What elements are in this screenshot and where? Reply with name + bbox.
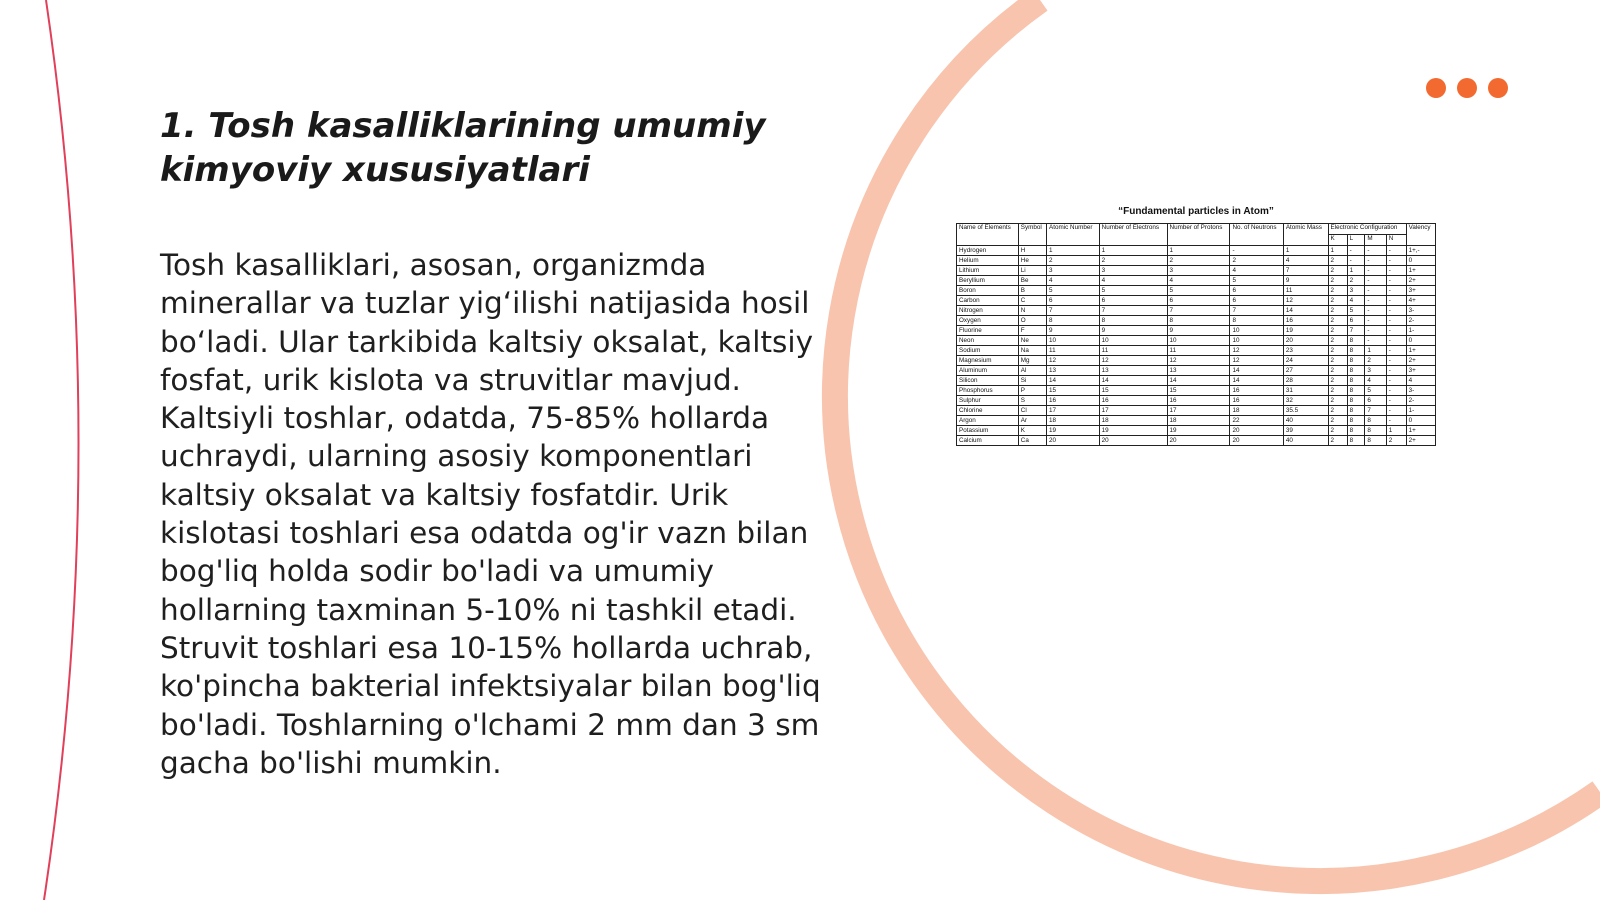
table-cell: - (1386, 336, 1406, 346)
table-cell: 17 (1099, 406, 1167, 416)
table-cell: 9 (1167, 326, 1230, 336)
table-cell: He (1018, 256, 1046, 266)
table-cell: 14 (1099, 376, 1167, 386)
table-row (957, 386, 1436, 396)
table-cell: - (1386, 416, 1406, 426)
table-cell: 28 (1283, 376, 1328, 386)
table-cell: 8 (1047, 316, 1100, 326)
table-cell: 0 (1406, 256, 1435, 266)
table-cell: - (1386, 286, 1406, 296)
table-cell: 4+ (1406, 296, 1435, 306)
table-cell: 22 (1230, 416, 1283, 426)
table-cell: 2 (1167, 256, 1230, 266)
table-cell: 14 (1167, 376, 1230, 386)
table-cell: 15 (1047, 386, 1100, 396)
table-cell: - (1386, 306, 1406, 316)
table-cell: 3+ (1406, 286, 1435, 296)
table-cell: - (1365, 276, 1386, 286)
table-cell: 2 (1365, 356, 1386, 366)
table-cell: 2 (1328, 306, 1347, 316)
table-cell: Ca (1018, 436, 1046, 446)
table-cell: 16 (1167, 396, 1230, 406)
table-cell: - (1386, 246, 1406, 256)
table-cell: 10 (1167, 336, 1230, 346)
table-cell: 1- (1406, 406, 1435, 416)
table-cell: Lithium (957, 266, 1019, 276)
table-cell: 1 (1328, 246, 1347, 256)
table-cell: 7 (1365, 406, 1386, 416)
table-cell: - (1386, 366, 1406, 376)
table-cell: Helium (957, 256, 1019, 266)
table-cell: 1+ (1406, 266, 1435, 276)
table-cell: 20 (1167, 436, 1230, 446)
table-cell: - (1365, 296, 1386, 306)
table-cell: 2 (1328, 326, 1347, 336)
table-cell: 7 (1167, 306, 1230, 316)
table-cell: 9 (1047, 326, 1100, 336)
table-cell: Argon (957, 416, 1019, 426)
table-cell: 7 (1099, 306, 1167, 316)
header-cell: Atomic Mass (1283, 224, 1328, 246)
table-cell: 18 (1167, 416, 1230, 426)
table-cell: - (1365, 336, 1386, 346)
table-cell: 1 (1283, 246, 1328, 256)
table-cell: 9 (1283, 276, 1328, 286)
table-cell: 12 (1230, 346, 1283, 356)
table-cell: 2 (1047, 256, 1100, 266)
table-cell: 1 (1386, 426, 1406, 436)
table-cell: 2- (1406, 316, 1435, 326)
dot-icon (1488, 78, 1508, 98)
table-cell: 8 (1365, 416, 1386, 426)
table-cell: 40 (1283, 436, 1328, 446)
table-cell: 11 (1047, 346, 1100, 356)
table-cell: 11 (1283, 286, 1328, 296)
table-cell: 20 (1099, 436, 1167, 446)
table-cell: K (1018, 426, 1046, 436)
table-row (957, 406, 1436, 416)
atom-table (956, 223, 1436, 446)
table-cell: - (1365, 256, 1386, 266)
table-cell: 6 (1230, 286, 1283, 296)
table-row (957, 376, 1436, 386)
header-cell: Atomic Number (1047, 224, 1100, 246)
table-cell: 2 (1328, 286, 1347, 296)
table-cell: 9 (1099, 326, 1167, 336)
table-cell: 7 (1347, 326, 1365, 336)
table-row (957, 346, 1436, 356)
table-cell: 8 (1365, 426, 1386, 436)
table-cell: 7 (1047, 306, 1100, 316)
table-cell: 8 (1365, 436, 1386, 446)
header-cell: Symbol (1018, 224, 1046, 246)
table-cell: 2 (1328, 276, 1347, 286)
table-cell: 1 (1347, 266, 1365, 276)
table-cell: - (1386, 376, 1406, 386)
table-cell: Aluminum (957, 366, 1019, 376)
table-cell: 2 (1328, 356, 1347, 366)
table-cell: P (1018, 386, 1046, 396)
table-cell: 17 (1167, 406, 1230, 416)
table-cell: 8 (1347, 356, 1365, 366)
table-row (957, 426, 1436, 436)
table-cell: F (1018, 326, 1046, 336)
table-cell: 23 (1283, 346, 1328, 356)
table-cell: 8 (1347, 396, 1365, 406)
table-cell: - (1386, 396, 1406, 406)
table-cell: 8 (1347, 366, 1365, 376)
table-cell: 2 (1328, 416, 1347, 426)
table-cell: Potassium (957, 426, 1019, 436)
table-cell: 3 (1047, 266, 1100, 276)
table-cell: 6 (1347, 316, 1365, 326)
table-cell: 5 (1230, 276, 1283, 286)
header-cell: Number of Electrons (1099, 224, 1167, 246)
table-row (957, 356, 1436, 366)
table-row (957, 416, 1436, 426)
table-cell: 3 (1347, 286, 1365, 296)
atom-table-image (954, 202, 1438, 458)
table-cell: 17 (1047, 406, 1100, 416)
table-cell: 3 (1099, 266, 1167, 276)
table-cell: 27 (1283, 366, 1328, 376)
table-cell: 4 (1167, 276, 1230, 286)
table-cell: 18 (1230, 406, 1283, 416)
table-cell: 16 (1047, 396, 1100, 406)
table-cell: 10 (1230, 336, 1283, 346)
table-row (957, 286, 1436, 296)
table-cell: - (1365, 246, 1386, 256)
header-cell: Valency (1406, 224, 1435, 246)
table-cell: - (1347, 256, 1365, 266)
table-cell: Magnesium (957, 356, 1019, 366)
table-cell: 8 (1347, 386, 1365, 396)
table-cell: Na (1018, 346, 1046, 356)
table-cell: S (1018, 396, 1046, 406)
table-cell: Calcium (957, 436, 1019, 446)
table-cell: 1 (1365, 346, 1386, 356)
table-cell: 2 (1328, 396, 1347, 406)
table-cell: 10 (1230, 326, 1283, 336)
table-cell: 13 (1099, 366, 1167, 376)
table-cell: Nitrogen (957, 306, 1019, 316)
table-cell: 8 (1347, 426, 1365, 436)
table-cell: N (1018, 306, 1046, 316)
table-cell: 6 (1099, 296, 1167, 306)
table-row (957, 436, 1436, 446)
table-cell: Phosphorus (957, 386, 1019, 396)
table-cell: Li (1018, 266, 1046, 276)
table-cell: Boron (957, 286, 1019, 296)
table-cell: 4 (1283, 256, 1328, 266)
table-cell: 16 (1099, 396, 1167, 406)
table-cell: 12 (1283, 296, 1328, 306)
table-cell: 10 (1099, 336, 1167, 346)
table-cell: 5 (1365, 386, 1386, 396)
table-cell: 14 (1283, 306, 1328, 316)
table-row (957, 306, 1436, 316)
table-cell: 2 (1347, 276, 1365, 286)
table-cell: 16 (1283, 316, 1328, 326)
slide-body-text: Tosh kasalliklari, asosan, organizmda minerallar va tuzlar yig‘ilishi natijasida hosil bo‘ladi. Ular tarkibida kaltsiy oksalat, kaltsiy fosfat, urik kislota va struvitlar mavjud. Kaltsiyli toshlar, odatda, 75-85% hollarda uchraydi, ularning asosiy komponentlari kaltsiy oksalat va kaltsiy fosfatdir. Urik kislotasi toshlari esa odatda og'ir vazn bilan bog'liq holda sodir bo'ladi va umumiy hollarning taxminan 5-10% ni tashkil etadi. Struvit toshlari esa 10-15% hollarda uchrab, ko'pincha bakterial infektsiyalar bilan bog'liq bo'ladi. Toshlarning o'lchami 2 mm dan 3 sm gacha bo'lishi mumkin. (160, 248, 821, 780)
table-cell: 1- (1406, 326, 1435, 336)
menu-dots[interactable] (1426, 78, 1508, 98)
table-cell: 1 (1167, 246, 1230, 256)
header-cell: L (1347, 235, 1365, 246)
table-cell: Carbon (957, 296, 1019, 306)
table-cell: 6 (1230, 296, 1283, 306)
table-cell: 32 (1283, 396, 1328, 406)
table-cell: 4 (1347, 296, 1365, 306)
table-cell: - (1386, 406, 1406, 416)
table-cell: 1+,- (1406, 246, 1435, 256)
table-cell: 10 (1047, 336, 1100, 346)
table-cell: B (1018, 286, 1046, 296)
table-cell: 11 (1099, 346, 1167, 356)
table-cell: 4 (1365, 376, 1386, 386)
header-cell: Number of Protons (1167, 224, 1230, 246)
table-cell: 4 (1230, 266, 1283, 276)
table-cell: - (1386, 346, 1406, 356)
dot-icon (1426, 78, 1446, 98)
table-header-row (957, 224, 1436, 235)
table-cell: 2 (1328, 296, 1347, 306)
table-cell: 1 (1099, 246, 1167, 256)
table-cell: 2 (1328, 406, 1347, 416)
table-cell: 8 (1167, 316, 1230, 326)
table-row (957, 366, 1436, 376)
table-cell: 4 (1099, 276, 1167, 286)
header-cell: Name of Elements (957, 224, 1019, 246)
table-cell: - (1386, 266, 1406, 276)
table-cell: 13 (1047, 366, 1100, 376)
table-cell: 2- (1406, 396, 1435, 406)
table-cell: 1+ (1406, 346, 1435, 356)
table-cell: - (1386, 256, 1406, 266)
table-cell: - (1365, 326, 1386, 336)
table-cell: C (1018, 296, 1046, 306)
table-cell: - (1386, 276, 1406, 286)
table-cell: 20 (1230, 436, 1283, 446)
table-body (957, 246, 1436, 446)
table-cell: 2 (1328, 376, 1347, 386)
table-cell: Oxygen (957, 316, 1019, 326)
table-cell: 20 (1283, 336, 1328, 346)
left-accent-line (44, 0, 79, 900)
table-cell: 2 (1328, 336, 1347, 346)
table-cell: 2 (1328, 386, 1347, 396)
table-cell: 40 (1283, 416, 1328, 426)
table-cell: 14 (1230, 366, 1283, 376)
table-cell: 12 (1230, 356, 1283, 366)
table-cell: 5 (1347, 306, 1365, 316)
table-cell: 2+ (1406, 356, 1435, 366)
table-cell: - (1365, 286, 1386, 296)
table-cell: 3+ (1406, 366, 1435, 376)
table-cell: 2 (1386, 436, 1406, 446)
table-cell: 0 (1406, 336, 1435, 346)
table-cell: Sulphur (957, 396, 1019, 406)
table-cell: Sodium (957, 346, 1019, 356)
table-cell: 8 (1099, 316, 1167, 326)
table-cell: 31 (1283, 386, 1328, 396)
table-cell: 8 (1347, 416, 1365, 426)
dot-icon (1457, 78, 1477, 98)
table-cell: 20 (1047, 436, 1100, 446)
table-cell: 8 (1347, 436, 1365, 446)
table-row (957, 256, 1436, 266)
table-cell: 2 (1328, 366, 1347, 376)
table-cell: 19 (1047, 426, 1100, 436)
table-cell: 14 (1047, 376, 1100, 386)
table-row (957, 296, 1436, 306)
table-cell: Silicon (957, 376, 1019, 386)
table-cell: Si (1018, 376, 1046, 386)
table-cell: 2 (1328, 266, 1347, 276)
table-cell: 2 (1328, 436, 1347, 446)
table-cell: - (1386, 356, 1406, 366)
table-cell: - (1347, 246, 1365, 256)
table-cell: 5 (1047, 286, 1100, 296)
table-cell: - (1230, 246, 1283, 256)
table-cell: 18 (1099, 416, 1167, 426)
table-cell: - (1386, 386, 1406, 396)
table-cell: 19 (1283, 326, 1328, 336)
table-cell: 7 (1283, 266, 1328, 276)
table-cell: 2 (1328, 316, 1347, 326)
table-cell: 24 (1283, 356, 1328, 366)
table-cell: 2+ (1406, 276, 1435, 286)
table-cell: 14 (1230, 376, 1283, 386)
table-cell: Mg (1018, 356, 1046, 366)
table-cell: 2 (1230, 256, 1283, 266)
table-row (957, 336, 1436, 346)
table-cell: 35.5 (1283, 406, 1328, 416)
table-cell: 8 (1347, 346, 1365, 356)
table-cell: - (1386, 316, 1406, 326)
table-cell: - (1386, 296, 1406, 306)
table-cell: - (1365, 306, 1386, 316)
table-cell: 6 (1365, 396, 1386, 406)
table-row (957, 396, 1436, 406)
table-cell: 11 (1167, 346, 1230, 356)
table-row (957, 266, 1436, 276)
table-cell: O (1018, 316, 1046, 326)
table-cell: 16 (1230, 386, 1283, 396)
table-cell: Ne (1018, 336, 1046, 346)
table-cell: 2 (1099, 256, 1167, 266)
table-cell: 19 (1099, 426, 1167, 436)
table-cell: 6 (1047, 296, 1100, 306)
table-cell: 15 (1167, 386, 1230, 396)
table-cell: 5 (1167, 286, 1230, 296)
header-cell: No. of Neutrons (1230, 224, 1283, 246)
table-cell: 1 (1047, 246, 1100, 256)
table-cell: 3- (1406, 306, 1435, 316)
table-cell: 4 (1406, 376, 1435, 386)
table-cell: 4 (1047, 276, 1100, 286)
table-cell: 0 (1406, 416, 1435, 426)
table-caption: “Fundamental particles in Atom” (1118, 206, 1274, 217)
table-row (957, 316, 1436, 326)
table-cell: Cl (1018, 406, 1046, 416)
table-cell: 2 (1328, 346, 1347, 356)
table-cell: 3 (1365, 366, 1386, 376)
table-cell: H (1018, 246, 1046, 256)
header-cell: K (1328, 235, 1347, 246)
table-cell: Chlorine (957, 406, 1019, 416)
table-cell: 3 (1167, 266, 1230, 276)
header-cell: M (1365, 235, 1386, 246)
table-cell: 19 (1167, 426, 1230, 436)
table-row (957, 246, 1436, 256)
table-cell: 12 (1047, 356, 1100, 366)
table-cell: - (1365, 316, 1386, 326)
table-cell: 12 (1167, 356, 1230, 366)
table-cell: - (1386, 326, 1406, 336)
table-cell: 18 (1047, 416, 1100, 426)
slide-title: 1. Tosh kasalliklarining umumiy kimyoviy xususiyatlari (160, 106, 766, 190)
table-cell: 12 (1099, 356, 1167, 366)
table-cell: 5 (1099, 286, 1167, 296)
header-cell: N (1386, 235, 1406, 246)
table-cell: 2 (1328, 426, 1347, 436)
table-row (957, 276, 1436, 286)
table-cell: 3- (1406, 386, 1435, 396)
table-cell: Beryllium (957, 276, 1019, 286)
table-cell: 8 (1347, 336, 1365, 346)
table-cell: 15 (1099, 386, 1167, 396)
table-row (957, 326, 1436, 336)
table-cell: 8 (1347, 376, 1365, 386)
table-cell: 6 (1167, 296, 1230, 306)
table-cell: 13 (1167, 366, 1230, 376)
table-cell: Al (1018, 366, 1046, 376)
table-cell: 7 (1230, 306, 1283, 316)
table-cell: Hydrogen (957, 246, 1019, 256)
table-cell: 8 (1230, 316, 1283, 326)
table-cell: 16 (1230, 396, 1283, 406)
table-cell: - (1365, 266, 1386, 276)
table-cell: 8 (1347, 406, 1365, 416)
table-cell: 2 (1328, 256, 1347, 266)
table-cell: 1+ (1406, 426, 1435, 436)
table-cell: 20 (1230, 426, 1283, 436)
table-cell: 39 (1283, 426, 1328, 436)
table-cell: 2+ (1406, 436, 1435, 446)
table-cell: Be (1018, 276, 1046, 286)
table-cell: Fluorine (957, 326, 1019, 336)
table-cell: Neon (957, 336, 1019, 346)
table-cell: Ar (1018, 416, 1046, 426)
header-cell: Electronic Configuration (1328, 224, 1406, 235)
